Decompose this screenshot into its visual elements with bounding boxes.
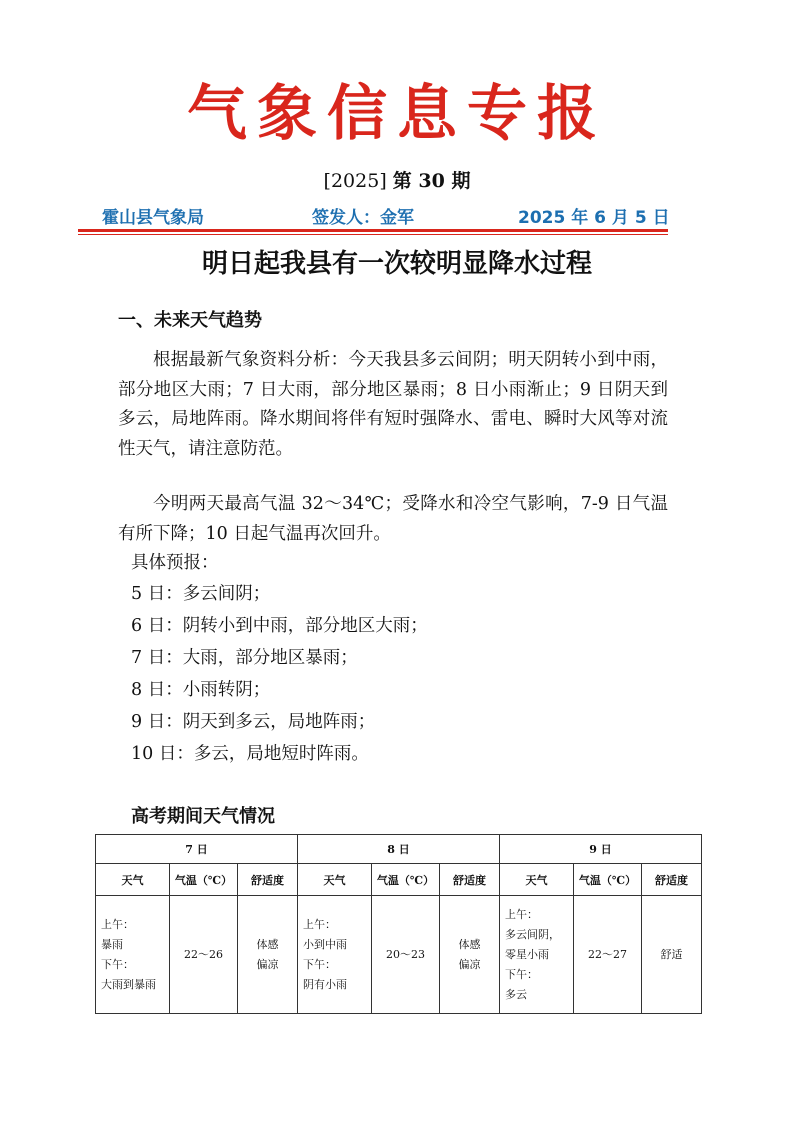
day-header: 9 日 <box>500 835 702 864</box>
forecast-item: 10 日：多云，局地短时阵雨。 <box>131 744 369 764</box>
column-header-comfort: 舒适度 <box>642 864 702 896</box>
weather-cell <box>298 896 372 1014</box>
weather-cell <box>96 896 170 1014</box>
weather-line: 大雨到暴雨 <box>101 977 156 991</box>
column-header-comfort: 舒适度 <box>440 864 500 896</box>
issue-date: 2025 年 6 月 5 日 <box>518 208 670 228</box>
masthead-title: 气象信息专报 <box>187 79 607 149</box>
forecast-item: 6 日：阴转小到中雨，部分地区大雨； <box>131 616 428 636</box>
day-header: 8 日 <box>298 835 500 864</box>
column-header-weather: 天气 <box>96 864 170 896</box>
weather-line: 下午： <box>101 957 134 971</box>
column-header-temperature: 气温（℃） <box>170 864 238 896</box>
comfort-cell <box>238 896 298 1014</box>
exam-weather-table <box>95 834 702 1014</box>
issuing-office: 霍山县气象局 <box>102 208 204 228</box>
forecast-item: 9 日：阴天到多云，局地阵雨； <box>131 712 376 732</box>
header-rule-thin <box>78 234 668 235</box>
section-title-trend: 一、未来天气趋势 <box>118 310 262 331</box>
paragraph-analysis <box>118 346 668 464</box>
comfort-cell <box>642 896 702 1014</box>
weather-line: 小到中雨 <box>303 937 347 951</box>
weather-line: 上午： <box>101 917 134 931</box>
weather-line: 上午： <box>505 907 538 921</box>
header-rule-thick <box>78 229 668 232</box>
forecast-item: 8 日：小雨转阴； <box>131 680 271 700</box>
issue-number <box>0 168 794 194</box>
temperature-cell: 20～23 <box>372 896 440 1014</box>
column-header-comfort: 舒适度 <box>238 864 298 896</box>
weather-line: 下午： <box>303 957 336 971</box>
paragraph-analysis-text: 根据最新气象资料分析：今天我县多云间阴；明天阴转小到中雨，部分地区大雨；7 日大雨，部分地区暴雨；8 日小雨渐止；9 日阴天到多云，局地阵雨。降水期间将伴有短时强降水、雷电、瞬时大风等对流性天气，请注意防范。 <box>118 350 668 459</box>
temperature-cell: 22～27 <box>574 896 642 1014</box>
headline: 明日起我县有一次较明显降水过程 <box>201 249 592 279</box>
weather-line: 下午： <box>505 967 538 981</box>
issue-year: [2025] <box>323 170 387 192</box>
forecast-item: 5 日：多云间阴； <box>131 584 271 604</box>
weather-line: 多云 <box>505 987 527 1001</box>
paragraph-temperature <box>118 490 668 549</box>
column-header-temperature: 气温（℃） <box>574 864 642 896</box>
day-header: 7 日 <box>96 835 298 864</box>
comfort-line: 偏凉 <box>458 957 481 971</box>
table-title: 高考期间天气情况 <box>131 806 275 827</box>
comfort-cell <box>440 896 500 1014</box>
column-header-weather: 天气 <box>500 864 574 896</box>
weather-line: 多云间阴， <box>505 927 560 941</box>
column-header-temperature: 气温（℃） <box>372 864 440 896</box>
weather-cell <box>500 896 574 1014</box>
comfort-line: 体感 <box>458 937 481 951</box>
issue-label: 第 30 期 <box>392 170 471 192</box>
weather-line: 暴雨 <box>101 937 123 951</box>
weather-line: 上午： <box>303 917 336 931</box>
comfort-line: 偏凉 <box>256 957 279 971</box>
comfort-line: 舒适 <box>660 947 683 961</box>
issuer: 签发人：金军 <box>312 208 414 228</box>
comfort-line: 体感 <box>256 937 279 951</box>
paragraph-temperature-text: 今明两天最高气温 32～34℃；受降水和冷空气影响，7-9 日气温有所下降；10 日起气温再次回升。 <box>118 494 668 544</box>
column-header-weather: 天气 <box>298 864 372 896</box>
forecast-item: 7 日：大雨，部分地区暴雨； <box>131 648 358 668</box>
weather-line: 阴有小雨 <box>303 977 347 991</box>
temperature-cell: 22～26 <box>170 896 238 1014</box>
forecast-intro: 具体预报： <box>131 553 219 573</box>
weather-line: 零星小雨 <box>505 947 549 961</box>
